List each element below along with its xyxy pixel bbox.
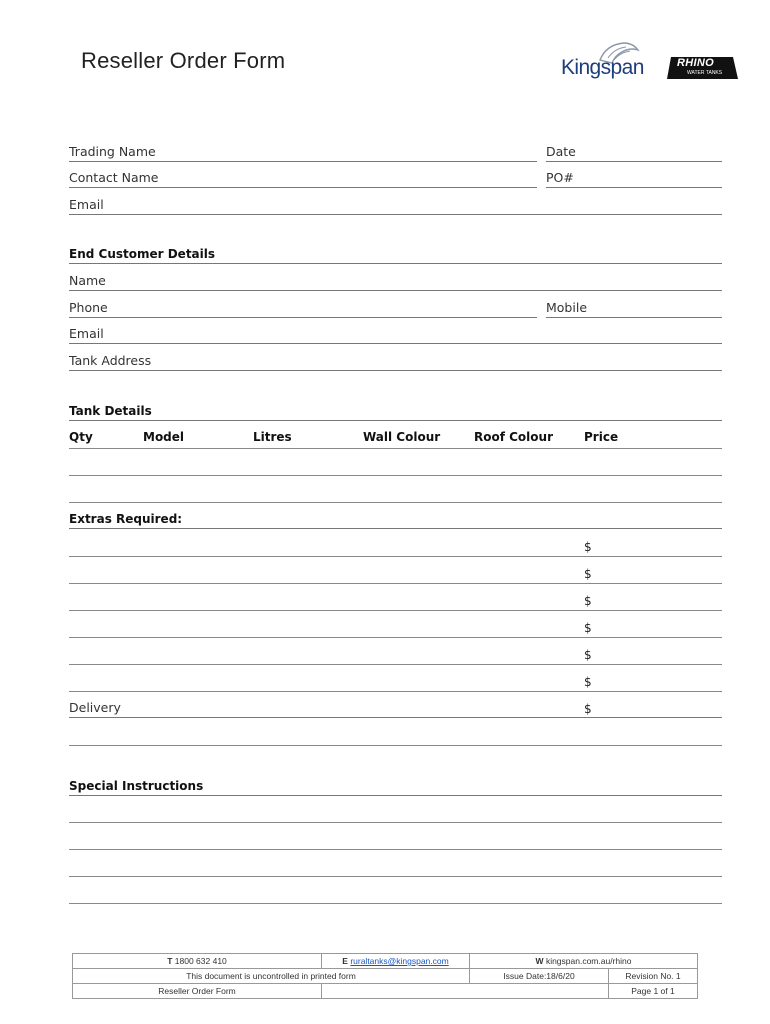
- kingspan-wordmark: Kingspan: [561, 56, 644, 79]
- tank-row-line[interactable]: [69, 502, 722, 503]
- column-litres: Litres: [253, 430, 292, 444]
- customer-phone-field[interactable]: [69, 295, 722, 318]
- end-customer-heading: [69, 243, 722, 264]
- mobile-label: Mobile: [546, 300, 588, 315]
- email-label: Email: [69, 197, 104, 212]
- special-instructions-line[interactable]: [69, 876, 722, 877]
- column-wall-colour: Wall Colour: [363, 430, 441, 444]
- contact-name-label: Contact Name: [69, 170, 159, 185]
- extra-price-symbol: $: [584, 648, 592, 662]
- tank-details-heading: [69, 399, 722, 421]
- extra-row-line[interactable]: [69, 745, 722, 746]
- extra-row-line[interactable]: [69, 610, 722, 611]
- extra-price-symbol: $: [584, 594, 592, 608]
- trading-name-label: Trading Name: [69, 144, 156, 159]
- footer-phone: T 1800 632 410: [73, 954, 322, 969]
- extras-heading-text: Extras Required:: [69, 512, 183, 526]
- special-instructions-heading-text: Special Instructions: [69, 779, 204, 793]
- delivery-price-symbol: $: [584, 702, 592, 716]
- extra-row-line[interactable]: [69, 664, 722, 665]
- extra-row-line[interactable]: [69, 691, 722, 692]
- column-model: Model: [143, 430, 185, 444]
- tank-row-line[interactable]: [69, 448, 722, 449]
- document-footer: [72, 953, 698, 999]
- customer-name-field[interactable]: [69, 268, 722, 291]
- tank-address-label: Tank Address: [69, 353, 152, 368]
- special-instructions-heading: [69, 775, 722, 796]
- tank-details-heading-text: Tank Details: [69, 404, 152, 418]
- column-qty: Qty: [69, 430, 93, 444]
- customer-name-label: Name: [69, 273, 106, 288]
- special-instructions-line[interactable]: [69, 903, 722, 904]
- rhino-subtext: WATER TANKS: [687, 70, 723, 76]
- footer-page: Page 1 of 1: [609, 984, 698, 999]
- footer-doc-name: Reseller Order Form: [73, 984, 322, 999]
- footer-uncontrolled-note: This document is uncontrolled in printed form: [73, 969, 470, 984]
- customer-email-field[interactable]: [69, 321, 722, 344]
- footer-web: W kingspan.com.au/rhino: [470, 954, 698, 969]
- date-label: Date: [546, 144, 576, 159]
- special-instructions-line[interactable]: [69, 849, 722, 850]
- extra-price-symbol: $: [584, 621, 592, 635]
- phone-label: Phone: [69, 300, 108, 315]
- delivery-field[interactable]: [69, 697, 722, 718]
- extras-heading: [69, 507, 722, 529]
- extra-price-symbol: $: [584, 675, 592, 689]
- footer-email-link[interactable]: ruraltanks@kingspan.com: [350, 956, 449, 966]
- extra-price-symbol: $: [584, 540, 592, 554]
- tank-row-line[interactable]: [69, 475, 722, 476]
- page-title: Reseller Order Form: [81, 48, 286, 73]
- customer-email-label: Email: [69, 326, 104, 341]
- tank-address-field[interactable]: [69, 348, 722, 371]
- kingspan-logo: [560, 38, 656, 84]
- trading-name-field[interactable]: [69, 140, 722, 162]
- end-customer-heading-text: End Customer Details: [69, 247, 216, 261]
- column-price: Price: [584, 430, 619, 444]
- contact-name-field[interactable]: [69, 166, 722, 188]
- delivery-label: Delivery: [69, 700, 121, 715]
- extra-price-symbol: $: [584, 567, 592, 581]
- email-field[interactable]: [69, 193, 722, 215]
- footer-revision: Revision No. 1: [609, 969, 698, 984]
- footer-issue-date: Issue Date:18/6/20: [470, 969, 609, 984]
- column-roof-colour: Roof Colour: [474, 430, 553, 444]
- extra-row-line[interactable]: [69, 556, 722, 557]
- rhino-logo: [667, 55, 737, 79]
- extra-row-line[interactable]: [69, 583, 722, 584]
- special-instructions-line[interactable]: [69, 822, 722, 823]
- po-label: PO#: [546, 170, 574, 185]
- rhino-wordmark: RHINO: [677, 57, 714, 69]
- extra-row-line[interactable]: [69, 637, 722, 638]
- footer-email: E ruraltanks@kingspan.com: [322, 954, 470, 969]
